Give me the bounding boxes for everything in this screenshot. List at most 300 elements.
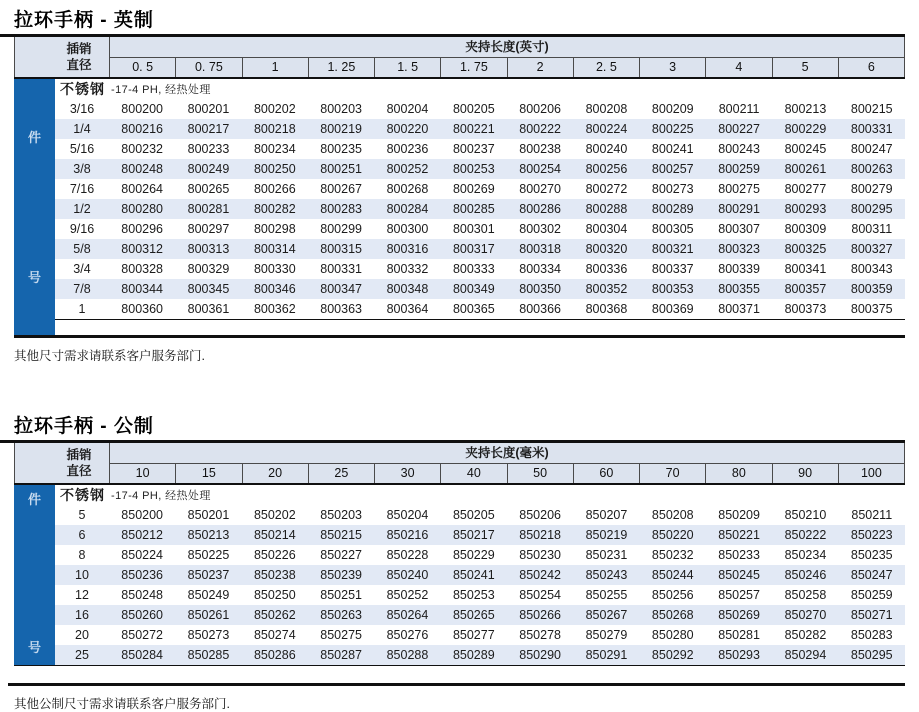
page-title-imperial: 拉环手柄 - 英制 xyxy=(14,10,154,31)
pin-diameter-cell: 7/8 xyxy=(73,282,91,296)
part-number-cell: 850235 xyxy=(850,548,893,562)
part-number-cell: 850205 xyxy=(452,508,495,522)
metric-bottom-rule xyxy=(8,683,905,686)
part-number-cell: 800222 xyxy=(519,122,561,136)
part-number-cell: 800373 xyxy=(784,302,827,316)
part-number-cell: 850200 xyxy=(121,508,164,522)
part-number-cell: 800348 xyxy=(386,282,429,296)
part-number-cell: 800225 xyxy=(651,122,694,136)
part-number-cell: 800357 xyxy=(784,282,827,296)
part-number-cell: 800254 xyxy=(519,162,561,176)
part-number-cell: 850219 xyxy=(585,528,628,542)
pin-diameter-cell: 5 xyxy=(78,508,86,522)
part-number-cell: 800285 xyxy=(452,202,495,216)
part-number-cell: 800312 xyxy=(121,242,164,256)
part-number-cell: 800205 xyxy=(452,102,495,116)
clamp-length-col-header: 1 xyxy=(242,58,308,77)
pin-header-line2: 直径 xyxy=(66,58,92,72)
part-number-cell: 800238 xyxy=(519,142,561,156)
part-number-cell: 800219 xyxy=(320,122,362,136)
clamp-length-col-header: 30 xyxy=(374,464,440,483)
pin-diameter-cell: 9/16 xyxy=(69,222,95,236)
part-number-cell: 800203 xyxy=(320,102,362,116)
clamp-length-col-header: 1. 25 xyxy=(308,58,374,77)
part-number-cell: 800344 xyxy=(121,282,164,296)
part-number-cell: 850217 xyxy=(452,528,495,542)
part-number-cell: 800327 xyxy=(850,242,893,256)
part-number-cell: 850282 xyxy=(784,628,827,642)
pin-header-line2: 直径 xyxy=(66,464,92,478)
part-number-cell: 800320 xyxy=(585,242,628,256)
material-name: 不锈钢 xyxy=(60,81,105,97)
part-number-cell: 800208 xyxy=(585,102,628,116)
part-number-cell: 850274 xyxy=(253,628,296,642)
part-number-cell: 800289 xyxy=(651,202,694,216)
part-number-cell: 800248 xyxy=(121,162,164,176)
part-number-cell: 800361 xyxy=(187,302,230,316)
part-number-cell: 850264 xyxy=(386,608,429,622)
part-number-cell: 800364 xyxy=(386,302,429,316)
pin-diameter-cell: 12 xyxy=(75,588,89,602)
part-number-cell: 850285 xyxy=(187,648,230,662)
part-number-cell: 800218 xyxy=(253,122,296,136)
part-number-cell: 850286 xyxy=(253,648,296,662)
clamp-length-col-header: 1. 75 xyxy=(440,58,506,77)
part-number-cell: 850271 xyxy=(850,608,893,622)
part-number-cell: 800295 xyxy=(850,202,893,216)
table-row xyxy=(55,299,905,319)
part-number-cell: 800362 xyxy=(253,302,296,316)
part-number-cell: 850263 xyxy=(320,608,362,622)
part-number-cell: 800318 xyxy=(519,242,561,256)
part-number-cell: 850229 xyxy=(452,548,495,562)
part-number-cell: 800237 xyxy=(452,142,495,156)
table-row xyxy=(55,179,905,199)
part-number-cell: 850283 xyxy=(850,628,893,642)
part-number-cell: 800232 xyxy=(121,142,164,156)
pin-diameter-cell: 3/8 xyxy=(73,162,91,176)
pin-diameter-cell: 1/2 xyxy=(73,202,91,216)
part-number-cell: 800331 xyxy=(850,122,893,136)
part-number-cell: 800368 xyxy=(585,302,628,316)
part-number-cell: 850206 xyxy=(519,508,561,522)
imperial-title-rule xyxy=(0,0,905,37)
part-number-cell: 800229 xyxy=(784,122,827,136)
table-row xyxy=(55,99,905,119)
clamp-length-col-header: 3 xyxy=(639,58,705,77)
part-number-cell: 800355 xyxy=(718,282,760,296)
part-number-cell: 800352 xyxy=(585,282,628,296)
part-number-cell: 800261 xyxy=(784,162,827,176)
sidebar-char: 号 xyxy=(27,270,41,285)
part-number-cell: 850207 xyxy=(585,508,628,522)
part-number-cell: 800221 xyxy=(452,122,495,136)
part-number-cell: 850284 xyxy=(121,648,164,662)
table-row xyxy=(55,545,905,565)
imperial-table xyxy=(14,37,905,338)
part-number-cell: 850233 xyxy=(718,548,760,562)
part-number-cell: 850227 xyxy=(320,548,362,562)
part-number-cell: 800300 xyxy=(386,222,429,236)
part-number-cell: 800245 xyxy=(784,142,827,156)
clamp-length-col-header: 90 xyxy=(772,464,838,483)
part-number-cell: 850225 xyxy=(187,548,230,562)
part-number-cell: 800313 xyxy=(187,242,230,256)
part-number-cell: 850290 xyxy=(519,648,561,662)
pin-diameter-cell: 5/8 xyxy=(73,242,91,256)
part-number-cell: 850252 xyxy=(386,588,429,602)
part-number-cell: 850253 xyxy=(452,588,495,602)
part-number-cell: 850208 xyxy=(651,508,694,522)
part-number-cell: 800224 xyxy=(585,122,628,136)
part-number-cell: 800263 xyxy=(850,162,893,176)
part-number-cell: 800331 xyxy=(320,262,362,276)
part-number-cell: 850212 xyxy=(121,528,164,542)
part-number-cell: 800283 xyxy=(320,202,362,216)
part-number-cell: 850245 xyxy=(718,568,760,582)
pin-diameter-cell: 8 xyxy=(78,548,86,562)
part-number-cell: 800264 xyxy=(121,182,164,196)
part-number-cell: 850232 xyxy=(651,548,694,562)
part-number-cell: 850243 xyxy=(585,568,628,582)
part-number-cell: 800286 xyxy=(519,202,561,216)
part-number-cell: 850242 xyxy=(519,568,561,582)
clamp-length-span-header: 夹持长度(毫米) xyxy=(465,446,549,460)
part-number-cell: 850201 xyxy=(187,508,230,522)
part-number-cell: 850265 xyxy=(452,608,495,622)
part-number-cell: 800301 xyxy=(452,222,495,236)
part-number-cell: 850278 xyxy=(519,628,561,642)
part-number-cell: 800236 xyxy=(386,142,429,156)
pin-diameter-cell: 20 xyxy=(75,628,89,642)
part-number-cell: 850273 xyxy=(187,628,230,642)
part-number-cell: 850218 xyxy=(519,528,561,542)
part-number-cell: 800252 xyxy=(386,162,429,176)
part-number-cell: 800332 xyxy=(386,262,429,276)
clamp-length-col-header: 20 xyxy=(242,464,308,483)
pin-diameter-cell: 6 xyxy=(78,528,86,542)
table-row xyxy=(55,625,905,645)
part-number-cell: 800360 xyxy=(121,302,164,316)
clamp-length-col-header: 15 xyxy=(175,464,241,483)
part-number-cell: 850221 xyxy=(718,528,760,542)
part-number-cell: 800345 xyxy=(187,282,230,296)
part-number-cell: 850214 xyxy=(253,528,296,542)
clamp-length-col-header: 5 xyxy=(772,58,838,77)
sidebar-char: 件 xyxy=(27,130,41,145)
clamp-length-col-header: 80 xyxy=(705,464,771,483)
part-number-cell: 800280 xyxy=(121,202,164,216)
part-number-cell: 850280 xyxy=(651,628,694,642)
pin-diameter-cell: 5/16 xyxy=(69,142,95,156)
clamp-length-col-header: 60 xyxy=(573,464,639,483)
imperial-footnote: 其他尺寸需求请联系客户服务部门. xyxy=(14,349,205,363)
table-body xyxy=(14,483,905,666)
sidebar-char: 号 xyxy=(27,640,41,655)
table-row xyxy=(55,505,905,525)
part-number-cell: 850269 xyxy=(718,608,760,622)
part-number-cell: 800317 xyxy=(452,242,495,256)
part-number-cell: 800277 xyxy=(784,182,827,196)
part-number-cell: 800347 xyxy=(320,282,362,296)
part-number-cell: 800233 xyxy=(187,142,230,156)
part-number-cell: 800336 xyxy=(585,262,628,276)
part-number-cell: 800282 xyxy=(253,202,296,216)
clamp-length-col-header: 2. 5 xyxy=(573,58,639,77)
table-rows xyxy=(55,79,905,335)
pin-diameter-cell: 3/4 xyxy=(73,262,91,276)
part-number-cell: 800329 xyxy=(187,262,230,276)
part-number-cell: 800369 xyxy=(651,302,694,316)
part-number-cell: 850211 xyxy=(851,508,893,522)
table-header xyxy=(14,37,905,77)
material-row xyxy=(55,79,905,99)
metric-table xyxy=(14,443,905,666)
clamp-length-col-header: 4 xyxy=(705,58,771,77)
part-number-cell: 800270 xyxy=(519,182,561,196)
clamp-length-col-header: 0. 5 xyxy=(132,60,154,74)
part-number-cell: 850203 xyxy=(320,508,362,522)
part-number-cell: 800333 xyxy=(452,262,495,276)
metric-bottom-gap xyxy=(0,666,919,683)
part-number-cell: 850279 xyxy=(585,628,628,642)
part-number-cell: 850202 xyxy=(253,508,296,522)
page-title-metric: 拉环手柄 - 公制 xyxy=(14,416,154,437)
part-number-cell: 800241 xyxy=(651,142,694,156)
clamp-length-columns xyxy=(110,463,904,483)
part-number-cell: 850254 xyxy=(519,588,561,602)
part-number-cell: 850249 xyxy=(187,588,230,602)
pin-header-line1: 插销 xyxy=(66,41,92,56)
part-number-cell: 850289 xyxy=(452,648,495,662)
table-row xyxy=(55,139,905,159)
part-number-cell: 850291 xyxy=(585,648,628,662)
part-number-cell: 800325 xyxy=(784,242,827,256)
part-number-cell: 800291 xyxy=(718,202,760,216)
part-number-cell: 800323 xyxy=(718,242,760,256)
part-number-cell: 850251 xyxy=(320,588,362,602)
pin-diameter-cell: 1/4 xyxy=(73,122,91,136)
part-number-cell: 850257 xyxy=(718,588,760,602)
table-row xyxy=(55,605,905,625)
part-number-cell: 850275 xyxy=(320,628,362,642)
part-number-cell: 800234 xyxy=(253,142,296,156)
part-number-cell: 800201 xyxy=(187,102,230,116)
section-gap xyxy=(0,364,919,406)
material-name: 不锈钢 xyxy=(60,487,105,503)
pin-diameter-cell: 3/16 xyxy=(69,102,95,116)
part-number-cell: 850293 xyxy=(718,648,760,662)
part-number-cell: 800316 xyxy=(386,242,429,256)
part-number-cell: 800371 xyxy=(718,302,760,316)
part-number-cell: 800266 xyxy=(253,182,296,196)
part-number-cell: 850268 xyxy=(651,608,694,622)
table-row xyxy=(55,645,905,665)
pin-header-line1: 插销 xyxy=(66,447,92,462)
part-number-cell: 850234 xyxy=(784,548,827,562)
part-number-cell: 850260 xyxy=(121,608,164,622)
pin-diameter-cell: 7/16 xyxy=(69,182,95,196)
part-number-cell: 850255 xyxy=(585,588,628,602)
part-number-cell: 850281 xyxy=(718,628,760,642)
clamp-length-col-header: 40 xyxy=(440,464,506,483)
part-number-cell: 800247 xyxy=(850,142,893,156)
part-number-cell: 850266 xyxy=(519,608,561,622)
part-number-cell: 800251 xyxy=(320,162,362,176)
part-number-cell: 800268 xyxy=(386,182,429,196)
part-number-cell: 800341 xyxy=(784,262,827,276)
part-number-cell: 850215 xyxy=(320,528,362,542)
part-number-cell: 800321 xyxy=(651,242,694,256)
part-number-cell: 800296 xyxy=(121,222,164,236)
table-row xyxy=(55,585,905,605)
part-number-cell: 850276 xyxy=(386,628,429,642)
part-number-cell: 800304 xyxy=(585,222,628,236)
part-number-cell: 850262 xyxy=(253,608,296,622)
clamp-length-col-header: 70 xyxy=(639,464,705,483)
part-number-cell: 800284 xyxy=(386,202,429,216)
part-number-cell: 850238 xyxy=(253,568,296,582)
part-number-cell: 850231 xyxy=(585,548,628,562)
part-number-cell: 800281 xyxy=(187,202,230,216)
part-number-cell: 800293 xyxy=(784,202,827,216)
part-number-cell: 850270 xyxy=(784,608,827,622)
clamp-length-col-header: 0. 75 xyxy=(175,58,241,77)
part-number-cell: 800298 xyxy=(253,222,296,236)
clamp-length-col-header: 25 xyxy=(308,464,374,483)
part-number-cell: 800314 xyxy=(253,242,296,256)
part-number-cell: 850267 xyxy=(585,608,628,622)
part-number-cell: 800250 xyxy=(253,162,296,176)
table-row xyxy=(55,199,905,219)
part-number-cell: 800359 xyxy=(850,282,893,296)
table-row xyxy=(55,159,905,179)
part-number-cell: 800343 xyxy=(850,262,893,276)
metric-title-rule xyxy=(0,406,905,443)
part-number-cell: 850258 xyxy=(784,588,827,602)
part-number-cell: 800249 xyxy=(187,162,230,176)
part-number-cell: 850241 xyxy=(452,568,495,582)
part-number-cell: 850222 xyxy=(784,528,827,542)
part-number-cell: 800346 xyxy=(253,282,296,296)
part-number-cell: 800272 xyxy=(585,182,628,196)
part-number-cell: 850294 xyxy=(784,648,827,662)
clamp-length-col-header: 2 xyxy=(507,58,573,77)
part-number-cell: 850226 xyxy=(253,548,296,562)
part-number-cell: 800305 xyxy=(651,222,694,236)
part-number-cell: 850272 xyxy=(121,628,164,642)
part-number-cell: 800217 xyxy=(187,122,230,136)
part-number-cell: 850204 xyxy=(386,508,429,522)
part-number-cell: 850295 xyxy=(850,648,893,662)
part-number-cell: 800257 xyxy=(651,162,694,176)
table-header xyxy=(14,443,905,483)
part-number-cell: 800216 xyxy=(121,122,164,136)
part-number-cell: 800213 xyxy=(784,102,827,116)
part-number-cell: 800353 xyxy=(651,282,694,296)
pin-diameter-cell: 1 xyxy=(78,302,86,316)
part-number-cell: 800259 xyxy=(718,162,760,176)
part-number-cell: 800235 xyxy=(320,142,362,156)
table-end-strip xyxy=(55,319,905,335)
part-number-cell: 850213 xyxy=(187,528,230,542)
part-number-cell: 800297 xyxy=(187,222,230,236)
part-number-cell: 850240 xyxy=(386,568,429,582)
part-number-cell: 800200 xyxy=(121,102,164,116)
part-number-cell: 850223 xyxy=(850,528,893,542)
clamp-length-header-group xyxy=(110,443,904,483)
part-number-cell: 800334 xyxy=(519,262,561,276)
table-body xyxy=(14,77,905,338)
part-number-cell: 850292 xyxy=(651,648,694,662)
part-number-cell: 800227 xyxy=(718,122,760,136)
part-number-cell: 850259 xyxy=(850,588,893,602)
part-number-cell: 800337 xyxy=(651,262,694,276)
part-number-cell: 850209 xyxy=(718,508,760,522)
part-number-cell: 850256 xyxy=(651,588,694,602)
part-number-cell: 800328 xyxy=(121,262,164,276)
part-number-cell: 800309 xyxy=(784,222,827,236)
part-number-cell: 800350 xyxy=(519,282,561,296)
part-number-cell: 800211 xyxy=(718,102,760,116)
table-rows xyxy=(55,485,905,665)
part-number-cell: 800288 xyxy=(585,202,628,216)
part-number-cell: 800365 xyxy=(452,302,495,316)
clamp-length-col-header: 50 xyxy=(507,464,573,483)
part-number-cell: 800311 xyxy=(851,222,893,236)
clamp-length-col-header: 6 xyxy=(838,58,904,77)
part-number-sidebar xyxy=(14,485,55,665)
clamp-length-col-header: 100 xyxy=(838,464,904,483)
table-row xyxy=(55,565,905,585)
part-number-cell: 800243 xyxy=(718,142,760,156)
part-number-cell: 800315 xyxy=(320,242,362,256)
part-number-cell: 850236 xyxy=(121,568,164,582)
part-number-cell: 850261 xyxy=(187,608,230,622)
part-number-cell: 850250 xyxy=(253,588,296,602)
table-row xyxy=(55,119,905,139)
part-number-cell: 800220 xyxy=(386,122,429,136)
table-row xyxy=(55,525,905,545)
clamp-length-col-header: 10 xyxy=(135,466,150,480)
part-number-cell: 800202 xyxy=(253,102,296,116)
part-number-cell: 800240 xyxy=(585,142,628,156)
part-number-cell: 850220 xyxy=(651,528,694,542)
part-number-cell: 850230 xyxy=(519,548,561,562)
part-number-cell: 800279 xyxy=(850,182,893,196)
part-number-cell: 800349 xyxy=(452,282,495,296)
part-number-sidebar xyxy=(14,79,55,335)
part-number-cell: 800275 xyxy=(718,182,760,196)
sidebar-char: 件 xyxy=(27,492,41,507)
part-number-cell: 800330 xyxy=(253,262,296,276)
part-number-cell: 850216 xyxy=(386,528,429,542)
part-number-cell: 800366 xyxy=(519,302,561,316)
part-number-cell: 800302 xyxy=(519,222,561,236)
part-number-cell: 850228 xyxy=(386,548,429,562)
part-number-cell: 800267 xyxy=(320,182,362,196)
part-number-cell: 800273 xyxy=(651,182,694,196)
part-number-cell: 800215 xyxy=(850,102,893,116)
pin-diameter-header xyxy=(15,37,110,77)
part-number-cell: 850246 xyxy=(784,568,827,582)
part-number-cell: 800209 xyxy=(651,102,694,116)
metric-footnote: 其他公制尺寸需求请联系客户服务部门. xyxy=(14,697,230,711)
part-number-cell: 850287 xyxy=(320,648,362,662)
table-row xyxy=(55,239,905,259)
part-number-cell: 850277 xyxy=(452,628,495,642)
part-number-cell: 850237 xyxy=(187,568,230,582)
